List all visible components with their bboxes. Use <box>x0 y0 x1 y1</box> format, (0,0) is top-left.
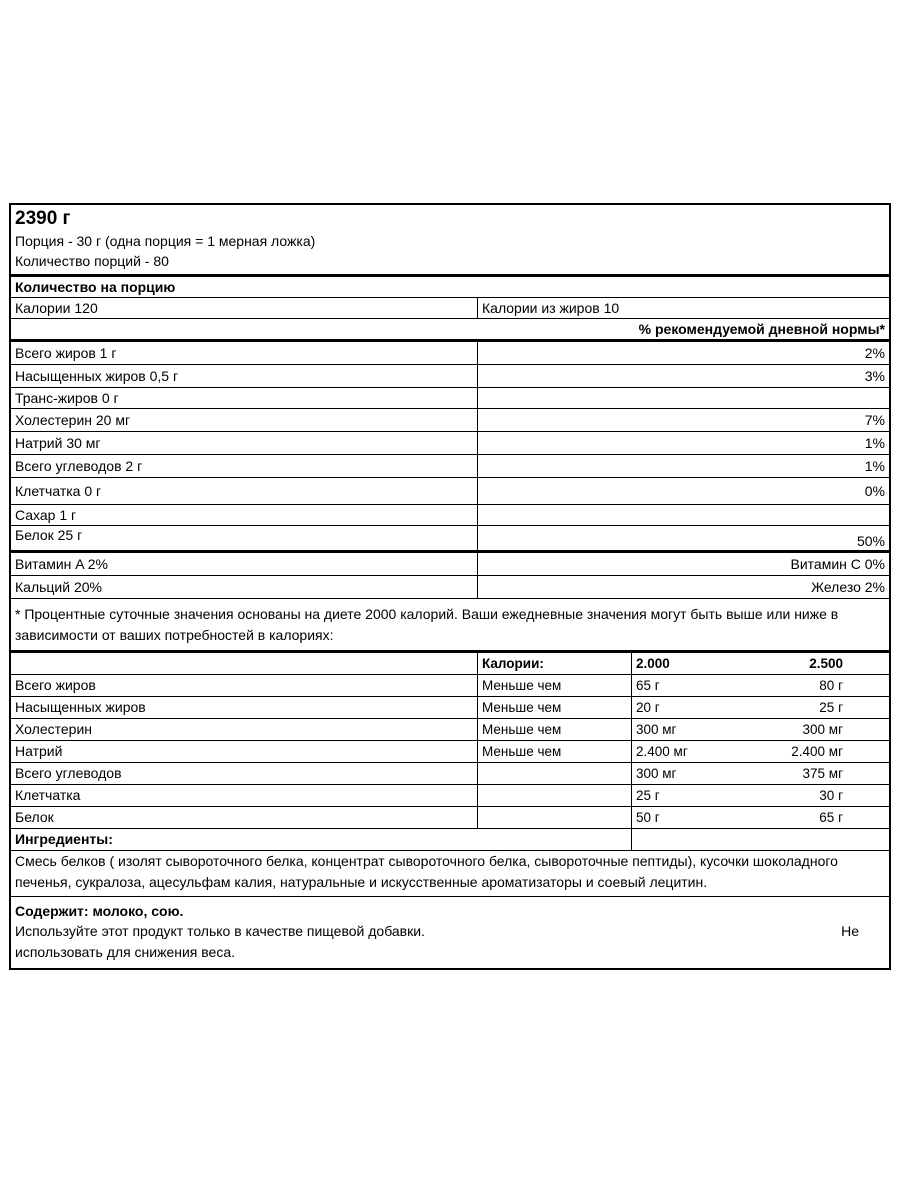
reference-value-2000: 20 г <box>636 700 660 715</box>
ingredients-heading-cells <box>11 829 889 850</box>
reference-qualifier <box>478 807 632 828</box>
reference-row <box>11 740 889 762</box>
usage-text-2: использовать для снижения веса. <box>15 944 236 960</box>
reference-value-2000: 50 г <box>636 810 660 825</box>
vitamin-left: Кальций 20% <box>11 576 478 598</box>
reference-value-2500: 375 мг <box>802 766 843 781</box>
reference-qualifier <box>478 785 632 806</box>
reference-qualifier: Меньше чем <box>478 719 632 740</box>
usage-text: Используйте этот продукт только в качестве пищевой добавки. <box>15 923 425 939</box>
nutrient-name: Транс-жиров 0 г <box>11 388 478 408</box>
nutrient-name: Белок 25 г <box>11 526 478 550</box>
reference-value-2500: 80 г <box>819 678 843 693</box>
daily-value-header: % рекомендуемой дневной нормы* <box>638 321 885 337</box>
nutrients-table <box>11 342 889 553</box>
reference-value-2500: 30 г <box>819 788 843 803</box>
vitamin-row <box>11 553 889 575</box>
nutrient-row <box>11 364 889 387</box>
reference-value-2000: 300 мг <box>636 766 677 781</box>
reference-name: Клетчатка <box>11 785 478 806</box>
daily-value-footnote: * Процентные суточные значения основаны на диете 2000 калорий. Ваши ежедневные значения могут быть выше или ниже в зависимости от ваших потребностей в калориях: <box>15 606 839 643</box>
nutrient-dv <box>478 388 889 408</box>
vitamin-right: Железо 2% <box>811 579 885 595</box>
calories-label: Калории: <box>478 653 632 674</box>
nutrition-label <box>9 203 891 970</box>
reference-table <box>11 653 889 829</box>
reference-qualifier <box>478 763 632 784</box>
reference-name: Натрий <box>11 741 478 762</box>
reference-name: Насыщенных жиров <box>11 697 478 718</box>
usage-not: Не <box>841 923 859 939</box>
reference-value-2500: 65 г <box>819 810 843 825</box>
nutrient-row <box>11 342 889 364</box>
nutrient-dv: 1% <box>864 458 885 474</box>
vitamin-left: Витамин A 2% <box>11 553 478 575</box>
reference-row <box>11 762 889 784</box>
reference-qualifier: Меньше чем <box>478 741 632 762</box>
ingredients-text: Смесь белков ( изолят сывороточного белка, концентрат сывороточного белка, сывороточные пептиды), кусочки шоколадного печенья, сукралоза, ацесульфам калия, натуральные и искусственные ароматизаторы и соевый лецитин. <box>15 853 838 890</box>
nutrient-name: Натрий 30 мг <box>11 432 478 454</box>
nutrient-dv: 0% <box>864 483 885 499</box>
usage-line <box>11 921 889 942</box>
serving-size: Порция - 30 г (одна порция = 1 мерная ложка) <box>15 233 316 249</box>
reference-qualifier: Меньше чем <box>478 697 632 718</box>
nutrient-row <box>11 454 889 477</box>
nutrient-row <box>11 525 889 550</box>
reference-row <box>11 806 889 828</box>
nutrient-dv <box>478 505 889 525</box>
nutrient-name: Клетчатка 0 г <box>11 478 478 504</box>
reference-value-2000: 65 г <box>636 678 660 693</box>
footnote-section <box>11 599 889 653</box>
nutrient-dv: 1% <box>864 435 885 451</box>
ingredients-heading: Ингредиенты: <box>11 829 632 850</box>
dv-header-row <box>11 319 889 342</box>
nutrient-row <box>11 477 889 504</box>
nutrient-name: Сахар 1 г <box>11 505 478 525</box>
nutrient-dv: 2% <box>864 345 885 361</box>
reference-value-2500: 300 мг <box>802 722 843 737</box>
nutrient-name: Всего жиров 1 г <box>11 342 478 364</box>
vitamins-table <box>11 553 889 599</box>
reference-name: Всего углеводов <box>11 763 478 784</box>
amount-per-serving-row <box>11 277 889 298</box>
reference-value-2500: 2.400 мг <box>791 744 843 759</box>
ingredients-section <box>11 851 889 897</box>
nutrient-row <box>11 408 889 431</box>
reference-value-2000: 2.400 мг <box>636 744 688 759</box>
product-header <box>11 205 889 277</box>
reference-value-2000: 300 мг <box>636 722 677 737</box>
vitamin-right: Витамин C 0% <box>790 556 885 572</box>
calories-from-fat: Калории из жиров 10 <box>482 300 620 316</box>
nutrient-row <box>11 431 889 454</box>
nutrient-row <box>11 387 889 408</box>
calories-2500: 2.500 <box>809 656 843 671</box>
vitamin-row <box>11 575 889 598</box>
product-weight: 2390 г <box>15 208 71 229</box>
nutrient-row <box>11 504 889 525</box>
calories-2000: 2.000 <box>636 656 670 671</box>
nutrient-name: Холестерин 20 мг <box>11 409 478 431</box>
nutrient-name: Насыщенных жиров 0,5 г <box>11 365 478 387</box>
reference-value-2500: 25 г <box>819 700 843 715</box>
nutrient-name: Всего углеводов 2 г <box>11 455 478 477</box>
reference-row <box>11 674 889 696</box>
nutrient-dv: 50% <box>856 533 885 549</box>
nutrient-dv: 3% <box>864 368 885 384</box>
reference-value-2000: 25 г <box>636 788 660 803</box>
allergen-contains: Содержит: молоко, сою. <box>15 903 184 919</box>
reference-name: Холестерин <box>11 719 478 740</box>
reference-header-row <box>11 653 889 674</box>
reference-row <box>11 784 889 806</box>
calories-row <box>11 298 889 319</box>
ingredients-heading-row <box>11 829 889 851</box>
nutrient-dv: 7% <box>864 412 885 428</box>
reference-name: Белок <box>11 807 478 828</box>
reference-name: Всего жиров <box>11 675 478 696</box>
reference-row <box>11 696 889 718</box>
reference-qualifier: Меньше чем <box>478 675 632 696</box>
warning-section <box>11 897 889 968</box>
amount-per-serving: Количество на порцию <box>15 279 176 295</box>
reference-row <box>11 718 889 740</box>
calories: Калории 120 <box>11 298 478 318</box>
servings-count: Количество порций - 80 <box>15 253 169 269</box>
reference-corner <box>11 653 478 674</box>
